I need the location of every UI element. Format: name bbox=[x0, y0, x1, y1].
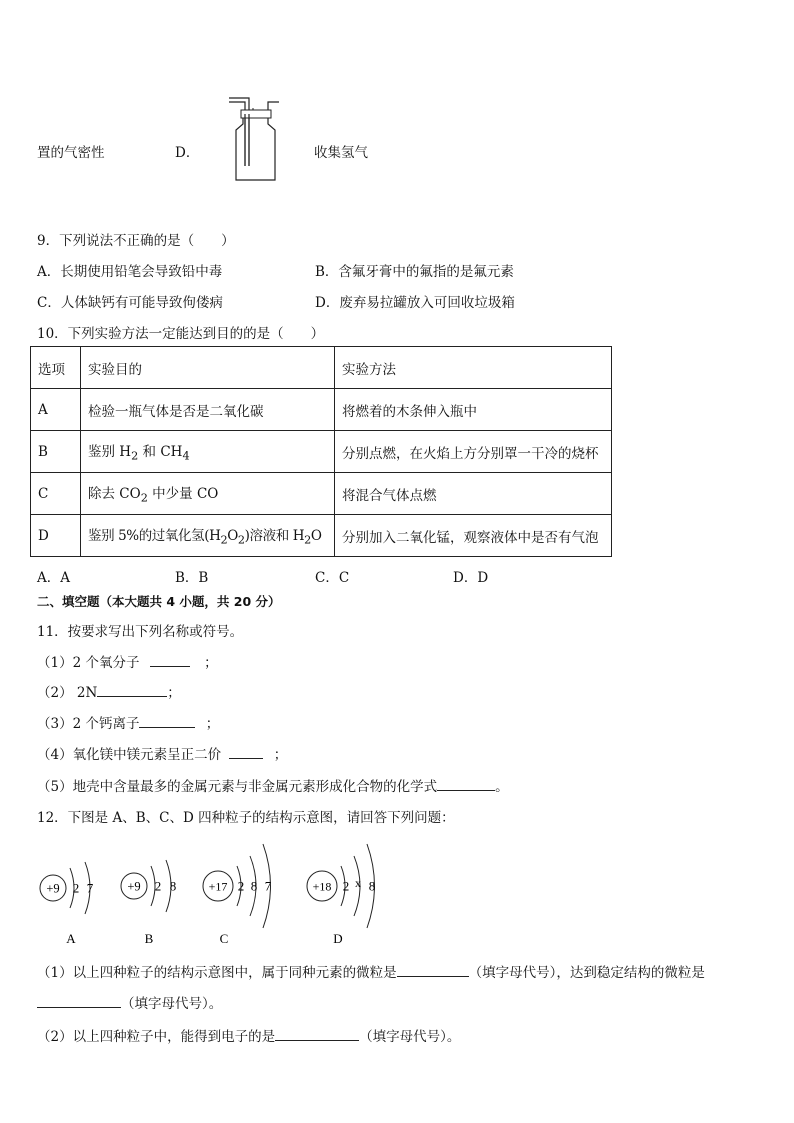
particle-a bbox=[40, 862, 94, 946]
particle-label: D bbox=[333, 931, 343, 946]
particle-label: B bbox=[144, 931, 154, 946]
row-method: 分别点燃，在火焰上方分别罩一干冷的烧杯 bbox=[335, 431, 612, 473]
nucleus-charge: +9 bbox=[46, 881, 60, 896]
header-method: 实验方法 bbox=[335, 347, 612, 389]
header-option: 选项 bbox=[31, 347, 81, 389]
q10-stem: 10．下列实验方法一定能达到目的的是（ ） bbox=[37, 326, 325, 342]
q11-part2: （2） 2N ； bbox=[37, 681, 181, 701]
answer-blank[interactable] bbox=[97, 682, 167, 697]
q12-sub1-line1: （1）以上四种粒子的结构示意图中，属于同种元素的微粒是 （填字母代号），达到稳定结构的微粒是 bbox=[37, 961, 705, 981]
nucleus-charge: +17 bbox=[208, 879, 228, 894]
row-goal: 除去 $CO_2$ 中少量 CO bbox=[81, 473, 335, 515]
shell-electrons: x bbox=[355, 876, 361, 890]
shell-electrons: 8 bbox=[169, 878, 177, 894]
row-option: D bbox=[31, 515, 81, 557]
table-row bbox=[31, 515, 612, 557]
particle-c bbox=[203, 844, 272, 946]
q8-option-d-label: D． bbox=[175, 145, 200, 161]
shell-electrons: 8 bbox=[250, 878, 258, 894]
shell-electrons: 2 bbox=[237, 878, 245, 894]
q8-option-d-text: 收集氢气 bbox=[314, 145, 368, 161]
q9-option-b: B．含氟牙膏中的氟指的是氟元素 bbox=[315, 264, 514, 280]
table-header-row bbox=[31, 347, 612, 389]
nucleus-charge: +9 bbox=[127, 879, 141, 894]
row-method: 将混合气体点燃 bbox=[335, 473, 612, 515]
header-goal: 实验目的 bbox=[81, 347, 335, 389]
shell-electrons: 2 bbox=[342, 878, 350, 894]
q12-sub2: （2）以上四种粒子中，能得到电子的是 （填字母代号）。 bbox=[37, 1025, 460, 1045]
shell-electrons: 8 bbox=[368, 878, 376, 894]
q11-stem: 11．按要求写出下列名称或符号。 bbox=[37, 624, 244, 640]
row-goal: 鉴别 $H_2$ 和 $CH_4$ bbox=[81, 431, 335, 473]
q9-option-a: A．长期使用铅笔会导致铅中毒 bbox=[37, 264, 223, 280]
row-option: C bbox=[31, 473, 81, 515]
table-row bbox=[31, 389, 612, 431]
answer-blank[interactable] bbox=[437, 776, 495, 791]
row-method: 分别加入二氧化锰，观察液体中是否有气泡 bbox=[335, 515, 612, 557]
q12-stem: 12．下图是 A、B、C、D 四种粒子的结构示意图，请回答下列问题： bbox=[37, 810, 455, 826]
gas-bottle-illustration bbox=[224, 94, 284, 184]
shell-electrons: 7 bbox=[86, 880, 94, 896]
q10-answer-d: D．D bbox=[453, 570, 489, 586]
table-row bbox=[31, 431, 612, 473]
q11-part1: （1）2 个氧分子 ； bbox=[37, 651, 218, 671]
q9-option-c: C．人体缺钙有可能导致佝偻病 bbox=[37, 295, 223, 311]
q9-option-d: D．废弃易拉罐放入可回收垃圾箱 bbox=[315, 295, 515, 311]
answer-blank[interactable] bbox=[275, 1026, 359, 1041]
q10-answer-c: C．C bbox=[315, 570, 350, 586]
particle-label: C bbox=[219, 931, 229, 946]
q10-answer-a: A．A bbox=[37, 570, 70, 586]
nucleus-charge: +18 bbox=[312, 879, 332, 894]
q11-part3: （3）2 个钙离子 ； bbox=[37, 712, 219, 732]
row-goal: 鉴别 5%的过氧化氢$(H_2O_2)$溶液和 $H_2O$ bbox=[81, 515, 335, 557]
table-row bbox=[31, 473, 612, 515]
q12-sub1-line2: （填字母代号）。 bbox=[37, 992, 222, 1012]
q10-answer-b: B．B bbox=[175, 570, 209, 586]
answer-blank[interactable] bbox=[150, 652, 190, 667]
particle-d bbox=[307, 844, 375, 946]
row-goal: 检验一瓶气体是否是二氧化碳 bbox=[81, 389, 335, 431]
section-heading: 二、填空题（本大题共 4 小题，共 20 分） bbox=[37, 594, 281, 609]
shell-electrons: 2 bbox=[72, 880, 80, 896]
particle-b bbox=[121, 860, 176, 946]
shell-electrons: 7 bbox=[264, 878, 272, 894]
answer-blank[interactable] bbox=[229, 744, 263, 759]
row-method: 将燃着的木条伸入瓶中 bbox=[335, 389, 612, 431]
q9-stem: 9．下列说法不正确的是（ ） bbox=[37, 233, 235, 249]
answer-blank[interactable] bbox=[37, 993, 121, 1008]
row-option: B bbox=[31, 431, 81, 473]
answer-blank[interactable] bbox=[139, 713, 195, 728]
shell-electrons: 2 bbox=[154, 878, 162, 894]
q11-part5: （5）地壳中含量最多的金属元素与非金属元素形成化合物的化学式 。 bbox=[37, 775, 509, 795]
q11-part4: （4）氧化镁中镁元素呈正二价 ； bbox=[37, 743, 287, 763]
row-option: A bbox=[31, 389, 81, 431]
particle-label: A bbox=[66, 931, 76, 946]
particle-structure-diagrams bbox=[30, 836, 410, 951]
q8-text-left: 置的气密性 bbox=[37, 145, 105, 161]
experiment-table bbox=[30, 346, 612, 557]
answer-blank[interactable] bbox=[397, 962, 469, 977]
